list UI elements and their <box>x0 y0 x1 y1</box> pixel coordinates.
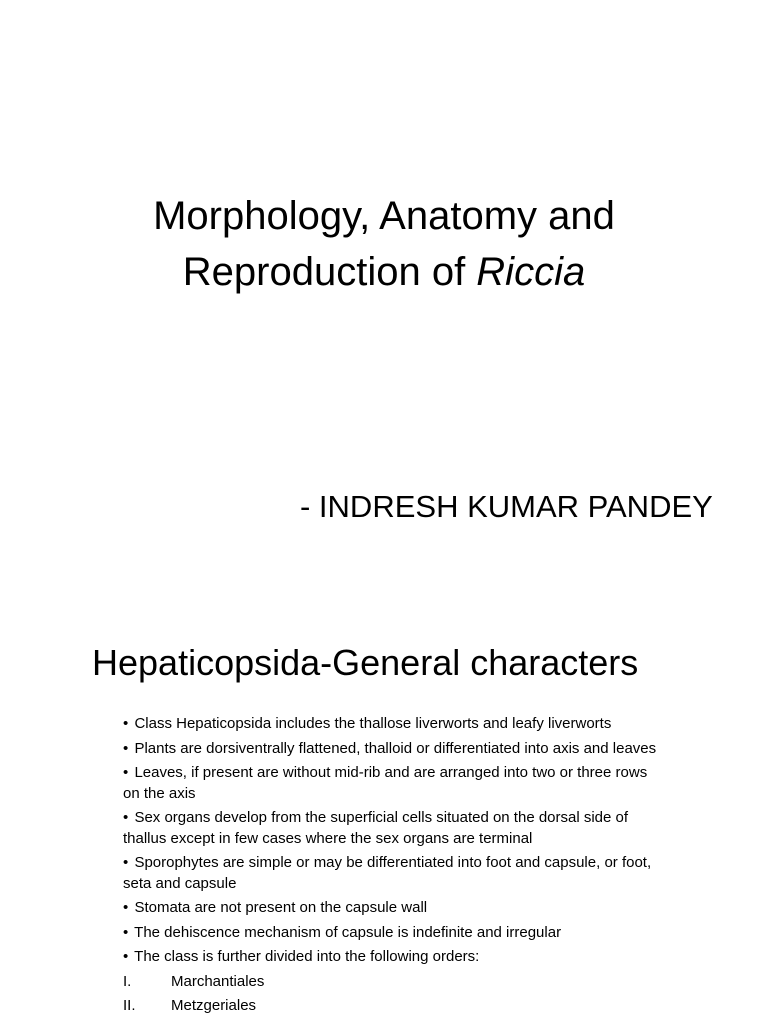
bullet-icon: • <box>123 809 129 826</box>
bullet-item <box>123 739 663 760</box>
slide-heading: Hepaticopsida-General characters <box>92 642 639 683</box>
bullet-item <box>123 898 663 919</box>
author-name: - INDRESH KUMAR PANDEY <box>300 489 713 524</box>
slide-title <box>0 188 768 300</box>
bullet-item <box>123 808 663 849</box>
title-line-1: Morphology, Anatomy and <box>153 194 615 238</box>
bullet-icon: • <box>123 923 129 941</box>
content-slide <box>0 600 768 1024</box>
orders-list <box>123 972 663 1017</box>
bullet-icon: • <box>123 899 129 916</box>
bullet-text: Leaves, if present are without mid-rib and are arranged into two or three rows on the axis <box>123 764 648 802</box>
title-line-2 <box>0 244 768 300</box>
order-item <box>123 972 663 993</box>
bullet-item <box>123 947 663 968</box>
bullet-text: Class Hepaticopsida includes the thallose liverworts and leafy liverworts <box>134 715 612 732</box>
bullet-icon: • <box>123 739 129 757</box>
bullet-item <box>123 853 663 894</box>
bullet-text: Stomata are not present on the capsule wall <box>134 899 428 916</box>
bullet-icon: • <box>123 764 129 781</box>
bullet-item <box>123 763 663 804</box>
order-item <box>123 996 663 1017</box>
bullet-item <box>123 923 663 944</box>
bullet-icon: • <box>123 854 129 871</box>
bullet-icon: • <box>123 715 129 732</box>
title-genus: Riccia <box>476 250 586 294</box>
order-number: I. <box>123 972 132 990</box>
bullet-text: The class is further divided into the following orders: <box>134 948 480 965</box>
bullet-text: Plants are dorsiventrally flattened, thalloid or differentiated into axis and leaves <box>134 739 657 757</box>
order-name: Marchantiales <box>171 972 265 990</box>
bullet-text: Sporophytes are simple or may be differentiated into foot and capsule, or foot, seta and capsule <box>123 854 652 892</box>
bullet-text: Sex organs develop from the superficial cells situated on the dorsal side of thallus except in few cases where the sex organs are terminal <box>123 809 629 847</box>
bullet-icon: • <box>123 948 129 965</box>
bullet-text: The dehiscence mechanism of capsule is indefinite and irregular <box>134 923 562 941</box>
order-number: II. <box>123 997 136 1014</box>
title-line-2-prefix: Reproduction of <box>182 250 477 294</box>
bullet-list <box>123 714 663 1021</box>
order-name: Metzgeriales <box>171 997 257 1014</box>
orders-container <box>123 972 663 1017</box>
bullet-item <box>123 714 663 735</box>
